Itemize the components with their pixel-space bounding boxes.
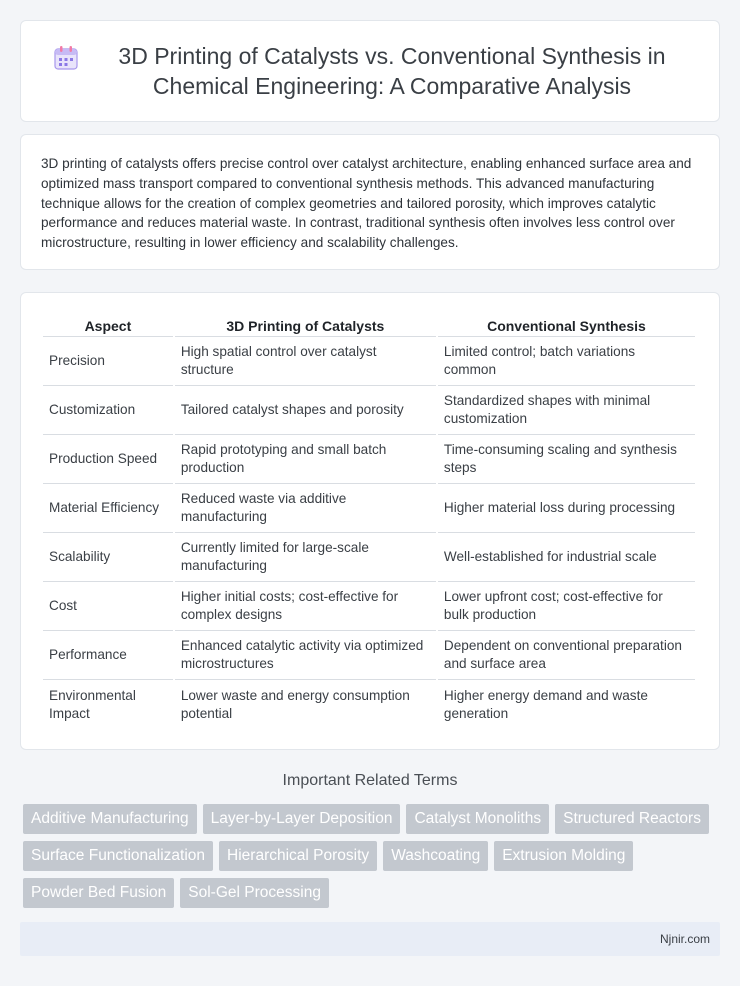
header-3d-printing: 3D Printing of Catalysts	[175, 311, 436, 337]
header-aspect: Aspect	[43, 311, 173, 337]
related-terms-list	[23, 804, 723, 908]
cell-conventional: Limited control; batch variations common	[438, 337, 695, 386]
cell-aspect: Precision	[43, 337, 173, 386]
footer	[20, 922, 720, 956]
cell-aspect: Scalability	[43, 533, 173, 582]
cell-aspect: Performance	[43, 631, 173, 680]
table-row	[43, 533, 695, 582]
table-header-row	[43, 311, 695, 337]
title-wrap	[51, 41, 689, 101]
cell-aspect: Environmental Impact	[49, 687, 136, 721]
cell-3d-printing: Lower waste and energy consumption potential	[180, 687, 410, 721]
term-tag[interactable]: Additive Manufacturing	[23, 804, 197, 834]
cell-3d-printing: Currently limited for large-scale manufacturing	[175, 533, 436, 582]
cell-aspect: Production Speed	[43, 435, 173, 484]
footer-site-link[interactable]: Njnir.com	[659, 932, 710, 946]
term-tag[interactable]: Layer-by-Layer Deposition	[203, 804, 401, 834]
page-title: 3D Printing of Catalysts vs. Conventional Synthesis in Chemical Engineering: A Comparative Analysis	[118, 43, 666, 99]
cell-3d-printing: Reduced waste via additive manufacturing	[175, 484, 436, 533]
cell-aspect: Cost	[43, 582, 173, 631]
table-row	[43, 484, 695, 533]
comparison-table-card	[20, 292, 720, 750]
cell-3d-printing: Higher initial costs; cost-effective for complex designs	[175, 582, 436, 631]
term-tag[interactable]: Washcoating	[383, 841, 488, 871]
related-terms-title: Important Related Terms	[282, 772, 458, 789]
term-tag[interactable]: Powder Bed Fusion	[23, 878, 174, 908]
cell-conventional: Higher energy demand and waste generation	[443, 687, 648, 721]
term-tag[interactable]: Catalyst Monoliths	[406, 804, 549, 834]
table-row	[43, 582, 695, 631]
intro-paragraph: 3D printing of catalysts offers precise control over catalyst architecture, enabling enhanced surface area and optimized mass transport compared to conventional synthesis methods. This advanced manufacturing technique allows for the creation of complex geometries and tailored porosity, which improves catalytic performance and reduces material waste. In contrast, traditional synthesis often involves less control over microstructure, resulting in lower efficiency and scalability challenges.	[41, 156, 692, 251]
cell-conventional: Dependent on conventional preparation and surface area	[438, 631, 695, 680]
term-tag[interactable]: Surface Functionalization	[23, 841, 213, 871]
table-row	[43, 631, 695, 680]
cell-conventional: Time-consuming scaling and synthesis steps	[438, 435, 695, 484]
cell-3d-printing: Rapid prototyping and small batch production	[175, 435, 436, 484]
table-row	[43, 435, 695, 484]
term-tag[interactable]: Extrusion Molding	[494, 841, 633, 871]
table-row	[43, 386, 695, 435]
table-row	[43, 337, 695, 386]
cell-conventional: Lower upfront cost; cost-effective for bulk production	[438, 582, 695, 631]
header-conventional: Conventional Synthesis	[438, 311, 695, 337]
table-row	[43, 680, 695, 729]
cell-3d-printing: Tailored catalyst shapes and porosity	[175, 386, 436, 435]
term-tag[interactable]: Sol-Gel Processing	[180, 878, 329, 908]
title-card	[20, 20, 720, 122]
cell-3d-printing: High spatial control over catalyst structure	[175, 337, 436, 386]
cell-conventional: Standardized shapes with minimal customization	[438, 386, 695, 435]
cell-3d-printing: Enhanced catalytic activity via optimized microstructures	[175, 631, 436, 680]
cell-conventional: Well-established for industrial scale	[438, 533, 695, 582]
cell-aspect: Material Efficiency	[43, 484, 173, 533]
cell-conventional: Higher material loss during processing	[438, 484, 695, 533]
comparison-table	[41, 311, 697, 729]
intro-card	[20, 134, 720, 270]
cell-aspect: Customization	[43, 386, 173, 435]
calendar-icon	[51, 43, 81, 73]
term-tag[interactable]: Structured Reactors	[555, 804, 709, 834]
term-tag[interactable]: Hierarchical Porosity	[219, 841, 377, 871]
